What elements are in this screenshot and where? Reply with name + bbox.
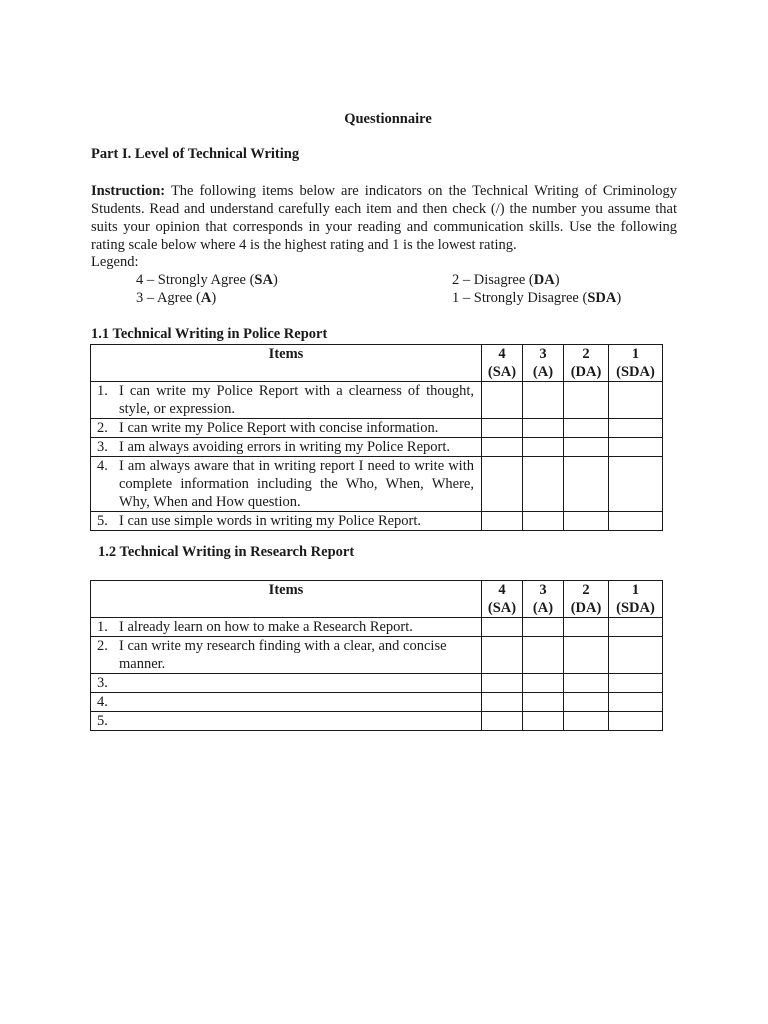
- table-row: [91, 712, 663, 731]
- check-cell-3[interactable]: [523, 512, 564, 531]
- research-report-table: [90, 580, 663, 731]
- check-cell-4[interactable]: [482, 618, 523, 637]
- check-cell-1[interactable]: [609, 637, 663, 674]
- items-header: Items: [91, 345, 482, 382]
- scale-header-3: 3 (A): [523, 581, 564, 618]
- item-cell: 2. I can write my research finding with a clear, and concise manner.: [91, 637, 482, 674]
- legend-item-sda: 1 – Strongly Disagree (SDA): [452, 290, 622, 306]
- check-cell-3[interactable]: [523, 457, 564, 512]
- check-cell-1[interactable]: [609, 512, 663, 531]
- check-cell-2[interactable]: [564, 618, 609, 637]
- legend-item-a: 3 – Agree (A): [136, 290, 217, 306]
- police-report-table: [90, 344, 663, 531]
- section-1-title: 1.1 Technical Writing in Police Report: [91, 326, 328, 342]
- table-row: [91, 618, 663, 637]
- check-cell-4[interactable]: [482, 674, 523, 693]
- legend-label: Legend:: [91, 254, 139, 270]
- scale-header-2: 2 (DA): [564, 345, 609, 382]
- check-cell-2[interactable]: [564, 637, 609, 674]
- table-row: [91, 382, 663, 419]
- legend-item-da: 2 – Disagree (DA): [452, 272, 560, 288]
- items-header: Items: [91, 581, 482, 618]
- item-cell: 5.: [91, 712, 482, 731]
- legend-item-sa: 4 – Strongly Agree (SA): [136, 272, 278, 288]
- check-cell-4[interactable]: [482, 438, 523, 457]
- section-2-title: 1.2 Technical Writing in Research Report: [98, 544, 355, 560]
- scale-header-3: 3 (A): [523, 345, 564, 382]
- check-cell-3[interactable]: [523, 438, 564, 457]
- scale-header-1: 1 (SDA): [609, 581, 663, 618]
- instruction-text: The following items below are indicators on the Technical Writing of Criminology Students. Read and understand carefully each item and then check (/) the number you assume that suits your opinion that corresponds in your reading and communication skills. Use the following rating scale below where 4 is the highest rating and 1 is the lowest rating.: [91, 183, 677, 253]
- check-cell-2[interactable]: [564, 693, 609, 712]
- table-row: [91, 457, 663, 512]
- check-cell-1[interactable]: [609, 674, 663, 693]
- check-cell-1[interactable]: [609, 438, 663, 457]
- scale-header-4: 4 (SA): [482, 345, 523, 382]
- check-cell-4[interactable]: [482, 382, 523, 419]
- check-cell-4[interactable]: [482, 419, 523, 438]
- item-cell: 3. I am always avoiding errors in writing my Police Report.: [91, 438, 482, 457]
- check-cell-4[interactable]: [482, 637, 523, 674]
- item-cell: 1. I already learn on how to make a Research Report.: [91, 618, 482, 637]
- item-cell: 1. I can write my Police Report with a clearness of thought, style, or expression.: [91, 382, 482, 419]
- table-row: [91, 419, 663, 438]
- check-cell-4[interactable]: [482, 712, 523, 731]
- instruction-label: Instruction:: [91, 183, 166, 199]
- check-cell-3[interactable]: [523, 693, 564, 712]
- check-cell-4[interactable]: [482, 512, 523, 531]
- item-cell: 4.: [91, 693, 482, 712]
- check-cell-1[interactable]: [609, 419, 663, 438]
- item-cell: 5. I can use simple words in writing my Police Report.: [91, 512, 482, 531]
- table-row: [91, 637, 663, 674]
- part-title: Part I. Level of Technical Writing: [91, 146, 300, 162]
- check-cell-1[interactable]: [609, 693, 663, 712]
- item-cell: 4. I am always aware that in writing report I need to write with complete information including the Who, When, Where, Why, When and How question.: [91, 457, 482, 512]
- check-cell-4[interactable]: [482, 693, 523, 712]
- check-cell-2[interactable]: [564, 457, 609, 512]
- table-row: [91, 438, 663, 457]
- check-cell-2[interactable]: [564, 438, 609, 457]
- check-cell-3[interactable]: [523, 419, 564, 438]
- check-cell-3[interactable]: [523, 712, 564, 731]
- check-cell-2[interactable]: [564, 712, 609, 731]
- check-cell-3[interactable]: [523, 382, 564, 419]
- scale-header-1: 1 (SDA): [609, 345, 663, 382]
- table-row: [91, 674, 663, 693]
- check-cell-1[interactable]: [609, 712, 663, 731]
- check-cell-3[interactable]: [523, 618, 564, 637]
- check-cell-2[interactable]: [564, 512, 609, 531]
- check-cell-3[interactable]: [523, 637, 564, 674]
- scale-header-2: 2 (DA): [564, 581, 609, 618]
- scale-header-4: 4 (SA): [482, 581, 523, 618]
- page-title: Questionnaire: [344, 111, 432, 127]
- check-cell-2[interactable]: [564, 674, 609, 693]
- check-cell-3[interactable]: [523, 674, 564, 693]
- table-row: [91, 512, 663, 531]
- table-header-row: [91, 345, 663, 382]
- check-cell-2[interactable]: [564, 419, 609, 438]
- item-cell: 3.: [91, 674, 482, 693]
- check-cell-1[interactable]: [609, 457, 663, 512]
- check-cell-2[interactable]: [564, 382, 609, 419]
- check-cell-4[interactable]: [482, 457, 523, 512]
- table-header-row: [91, 581, 663, 618]
- check-cell-1[interactable]: [609, 618, 663, 637]
- item-cell: 2. I can write my Police Report with concise information.: [91, 419, 482, 438]
- check-cell-1[interactable]: [609, 382, 663, 419]
- instruction-paragraph: [91, 182, 677, 254]
- table-row: [91, 693, 663, 712]
